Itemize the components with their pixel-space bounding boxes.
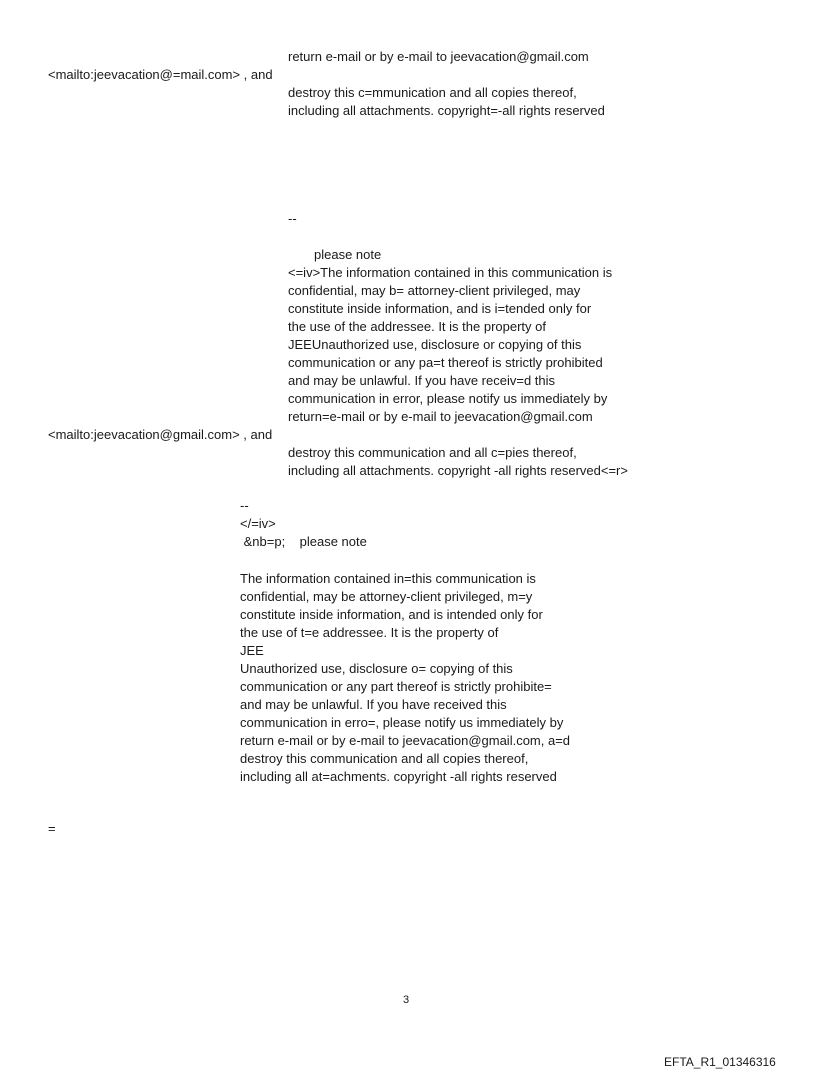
body-text-line: the use of t=e addressee. It is the property of — [240, 625, 499, 640]
body-text-line: JEE — [240, 643, 264, 658]
body-text-line: the use of the addressee. It is the property of — [288, 319, 546, 334]
div-close-text: </=iv> — [240, 516, 276, 531]
body-text-line: including all attachments. copyright -all rights reserved<=r> — [288, 463, 628, 478]
please-note-label: please note — [314, 247, 382, 262]
body-text-line: return e-mail or by e-mail to jeevacation@gmail.com — [288, 49, 589, 64]
disclaimer-paragraph — [288, 264, 612, 426]
body-text-line: confidential, may b= attorney-client privileged, may — [288, 283, 581, 298]
body-text-line: communication or any part thereof is strictly prohibite= — [240, 679, 552, 694]
body-text-line: confidential, may be attorney-client privileged, m=y — [240, 589, 533, 604]
body-text-line: including all attachments. copyright=-all rights reserved — [288, 103, 605, 118]
body-text-line: and may be unlawful. If you have receiv=d this — [288, 373, 556, 388]
mailto-text: <mailto:jeevacation@=mail.com> , and — [48, 67, 273, 82]
body-text-line: return e-mail or by e-mail to jeevacation@gmail.com, a=d — [240, 733, 571, 748]
document-id: EFTA_R1_01346316 — [664, 1055, 776, 1069]
disclaimer-tail — [288, 444, 628, 480]
body-text-line: constitute inside information, and is intended only for — [240, 607, 543, 622]
body-text-line: communication in erro=, please notify us immediately by — [240, 715, 564, 730]
body-text-line: destroy this communication and all c=pies thereof, — [288, 445, 577, 460]
mailto-text: <mailto:jeevacation@gmail.com> , and — [48, 427, 273, 442]
body-text-line: including all at=achments. copyright -all rights reserved — [240, 769, 557, 784]
please-note-label: &nb=p; please note — [240, 534, 367, 549]
separator-dashes: -- — [288, 211, 297, 226]
body-text-line: Unauthorized use, disclosure o= copying of this — [240, 661, 513, 676]
body-text-line: destroy this c=mmunication and all copies thereof, — [288, 85, 577, 100]
body-text-line: return=e-mail or by e-mail to jeevacation@gmail.com — [288, 409, 593, 424]
separator-dashes: -- — [240, 498, 249, 513]
body-text-line: communication in error, please notify us immediately by — [288, 391, 608, 406]
body-text-line: destroy this communication and all copies thereof, — [240, 751, 529, 766]
page-number: 3 — [403, 994, 410, 1006]
body-text-line: and may be unlawful. If you have received this — [240, 697, 507, 712]
body-text-line: The information contained in=this communication is — [240, 571, 536, 586]
body-text-line: <=iv>The information contained in this communication is — [288, 265, 613, 280]
body-text-line: JEEUnauthorized use, disclosure or copying of this — [288, 337, 582, 352]
body-text-line: constitute inside information, and is i=tended only for — [288, 301, 592, 316]
disclaimer-paragraph — [240, 570, 570, 786]
body-text-line: communication or any pa=t thereof is strictly prohibited — [288, 355, 603, 370]
equals-sign: = — [48, 821, 56, 836]
